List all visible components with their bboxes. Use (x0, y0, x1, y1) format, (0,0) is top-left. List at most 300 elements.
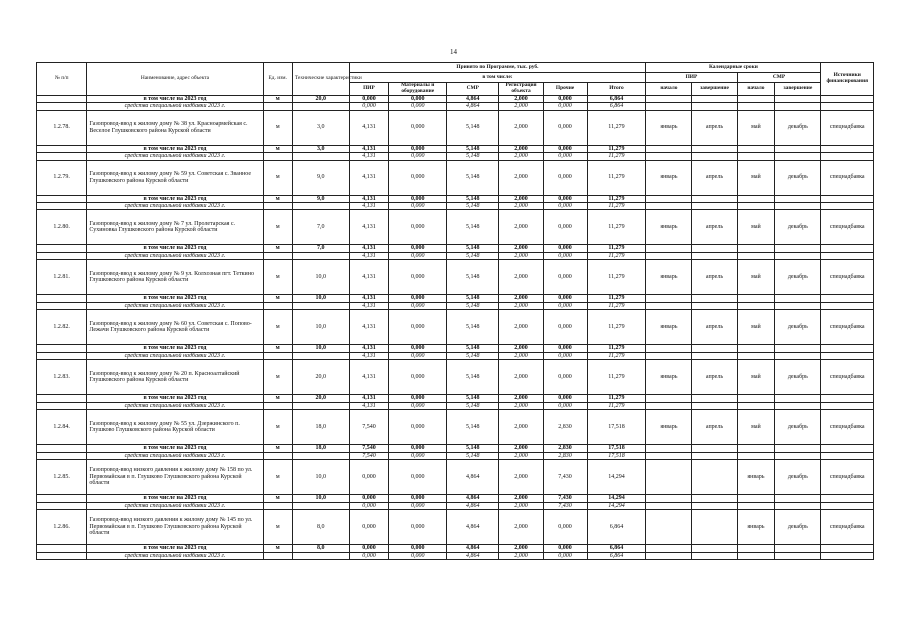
item-start-pir: январь (646, 410, 692, 445)
header-smr: СМР (447, 83, 499, 96)
special-reg: 2,000 (499, 252, 543, 259)
empty-cell (292, 502, 349, 509)
special-total: 11,279 (587, 153, 646, 160)
empty-cell (37, 445, 87, 452)
subtotal-label: в том числе на 2023 год (87, 445, 263, 452)
header-program-total: Принято по Программе, тыс. руб. (349, 63, 646, 73)
header-unit: Ед. изм. (263, 63, 292, 96)
empty-cell (821, 452, 874, 459)
item-mat: 0,000 (389, 260, 447, 295)
subtotal-mat: 0,000 (389, 445, 447, 452)
empty-cell (263, 203, 292, 210)
empty-cell (775, 295, 821, 302)
item-total: 17,518 (587, 410, 646, 445)
empty-cell (37, 203, 87, 210)
item-tech: 7,0 (292, 210, 349, 245)
item-smr: 5,148 (447, 160, 499, 195)
empty-cell (775, 145, 821, 152)
special-mat: 0,000 (389, 203, 447, 210)
header-reg: Регистрация объекта (499, 83, 543, 96)
empty-cell (821, 345, 874, 352)
item-start-smr: май (737, 310, 775, 345)
special-reg: 2,000 (499, 552, 543, 559)
item-reg: 2,000 (499, 360, 543, 395)
empty-cell (821, 302, 874, 309)
empty-cell (821, 295, 874, 302)
empty-cell (292, 302, 349, 309)
special-label: средства специальной надбавки 2023 г. (87, 452, 263, 459)
item-name: Газопровод-ввод к жилому дому № 9 ул. Колхозная пгт. Теткино Глушковского района Курской области (87, 260, 263, 295)
empty-cell (692, 252, 737, 259)
empty-cell (737, 203, 775, 210)
subtotal-other: 0,000 (543, 195, 587, 202)
item-start-pir: январь (646, 360, 692, 395)
subtotal-smr: 4,864 (447, 545, 499, 552)
special-total: 11,279 (587, 402, 646, 409)
item-other: 0,000 (543, 360, 587, 395)
empty-cell (821, 502, 874, 509)
special-mat: 0,000 (389, 402, 447, 409)
empty-cell (646, 495, 692, 502)
subtotal-tech: 3,0 (292, 145, 349, 152)
item-unit: м (263, 210, 292, 245)
empty-cell (292, 402, 349, 409)
item-pir: 4,131 (349, 360, 389, 395)
empty-cell (37, 302, 87, 309)
subtotal-reg: 2,000 (499, 95, 543, 102)
item-mat: 0,000 (389, 360, 447, 395)
header-end-smr: завершение (775, 83, 821, 96)
page-number: 14 (450, 48, 457, 56)
empty-cell (646, 295, 692, 302)
special-pir: 4,131 (349, 153, 389, 160)
item-smr: 4,864 (447, 460, 499, 495)
subtotal-mat: 0,000 (389, 495, 447, 502)
subtotal-tech: 20,0 (292, 395, 349, 402)
special-other: 0,000 (543, 203, 587, 210)
special-reg: 2,000 (499, 153, 543, 160)
item-reg: 2,000 (499, 110, 543, 145)
empty-cell (737, 445, 775, 452)
item-end-pir: апрель (692, 210, 737, 245)
subtotal-smr: 5,148 (447, 295, 499, 302)
item-start-smr: май (737, 260, 775, 295)
item-pir: 7,540 (349, 410, 389, 445)
special-reg: 2,000 (499, 452, 543, 459)
special-pir: 7,540 (349, 452, 389, 459)
table-body (37, 95, 874, 559)
subtotal-other: 0,000 (543, 545, 587, 552)
special-reg: 2,000 (499, 203, 543, 210)
empty-cell (775, 203, 821, 210)
empty-cell (37, 245, 87, 252)
special-other: 0,000 (543, 352, 587, 359)
empty-cell (775, 545, 821, 552)
empty-cell (775, 352, 821, 359)
special-reg: 2,000 (499, 352, 543, 359)
subtotal-mat: 0,000 (389, 145, 447, 152)
subtotal-tech: 10,0 (292, 495, 349, 502)
header-schedule: Календарные сроки (646, 63, 821, 73)
item-name: Газопровод-ввод к жилому дому № 60 ул. Советская с. Попово-Лежачи Глушковского района Курской области (87, 310, 263, 345)
special-other: 2,830 (543, 452, 587, 459)
subtotal-other: 7,430 (543, 495, 587, 502)
empty-cell (646, 445, 692, 452)
item-mat: 0,000 (389, 410, 447, 445)
empty-cell (263, 552, 292, 559)
special-row (37, 502, 874, 509)
empty-cell (292, 352, 349, 359)
item-tech: 20,0 (292, 360, 349, 395)
empty-cell (775, 252, 821, 259)
item-total: 11,279 (587, 210, 646, 245)
item-unit: м (263, 310, 292, 345)
special-mat: 0,000 (389, 302, 447, 309)
empty-cell (646, 552, 692, 559)
empty-cell (692, 545, 737, 552)
item-pir: 4,131 (349, 110, 389, 145)
subtotal-total: 11,279 (587, 195, 646, 202)
item-source: спецнадбавка (821, 110, 874, 145)
special-reg: 2,000 (499, 402, 543, 409)
subtotal-label: в том числе на 2023 год (87, 495, 263, 502)
subtotal-reg: 2,000 (499, 495, 543, 502)
subtotal-tech: 9,0 (292, 195, 349, 202)
empty-cell (37, 402, 87, 409)
header-pir: ПИР (349, 83, 389, 96)
empty-cell (737, 552, 775, 559)
empty-cell (821, 245, 874, 252)
subtotal-total: 6,864 (587, 95, 646, 102)
item-reg: 2,000 (499, 410, 543, 445)
subtotal-row (37, 345, 874, 352)
special-mat: 0,000 (389, 352, 447, 359)
empty-cell (775, 502, 821, 509)
item-smr: 5,148 (447, 210, 499, 245)
empty-cell (775, 153, 821, 160)
item-source: спецнадбавка (821, 460, 874, 495)
special-label: средства специальной надбавки 2023 г. (87, 302, 263, 309)
item-reg: 2,000 (499, 460, 543, 495)
item-reg: 2,000 (499, 510, 543, 545)
special-label: средства специальной надбавки 2023 г. (87, 502, 263, 509)
empty-cell (692, 295, 737, 302)
empty-cell (646, 345, 692, 352)
empty-cell (775, 452, 821, 459)
empty-cell (737, 495, 775, 502)
special-total: 6,864 (587, 103, 646, 110)
special-reg: 2,000 (499, 302, 543, 309)
subtotal-reg: 2,000 (499, 545, 543, 552)
subtotal-unit: м (263, 295, 292, 302)
item-source: спецнадбавка (821, 210, 874, 245)
empty-cell (821, 495, 874, 502)
empty-cell (263, 252, 292, 259)
empty-cell (692, 345, 737, 352)
special-reg: 2,000 (499, 103, 543, 110)
subtotal-pir: 4,131 (349, 395, 389, 402)
special-pir: 4,131 (349, 203, 389, 210)
subtotal-other: 0,000 (543, 245, 587, 252)
special-mat: 0,000 (389, 252, 447, 259)
item-unit: м (263, 110, 292, 145)
subtotal-other: 0,000 (543, 145, 587, 152)
empty-cell (821, 252, 874, 259)
item-unit: м (263, 360, 292, 395)
empty-cell (646, 452, 692, 459)
item-end-smr: декабрь (775, 410, 821, 445)
subtotal-unit: м (263, 345, 292, 352)
special-mat: 0,000 (389, 502, 447, 509)
subtotal-mat: 0,000 (389, 345, 447, 352)
empty-cell (37, 345, 87, 352)
special-row (37, 552, 874, 559)
program-table (36, 62, 874, 560)
subtotal-label: в том числе на 2023 год (87, 95, 263, 102)
empty-cell (692, 153, 737, 160)
item-pir: 0,000 (349, 510, 389, 545)
subtotal-smr: 5,148 (447, 345, 499, 352)
item-end-pir: апрель (692, 310, 737, 345)
special-label: средства специальной надбавки 2023 г. (87, 402, 263, 409)
special-other: 7,430 (543, 502, 587, 509)
special-row (37, 352, 874, 359)
subtotal-other: 2,830 (543, 445, 587, 452)
item-row (37, 110, 874, 145)
item-pir: 0,000 (349, 460, 389, 495)
subtotal-tech: 7,0 (292, 245, 349, 252)
subtotal-reg: 2,000 (499, 145, 543, 152)
item-row (37, 360, 874, 395)
item-row (37, 160, 874, 195)
item-start-pir: январь (646, 210, 692, 245)
empty-cell (692, 302, 737, 309)
item-unit: м (263, 510, 292, 545)
item-end-smr: декабрь (775, 260, 821, 295)
special-total: 11,279 (587, 352, 646, 359)
special-row (37, 203, 874, 210)
item-total: 11,279 (587, 160, 646, 195)
empty-cell (821, 552, 874, 559)
header-tech: Технические характеристики (292, 63, 349, 96)
empty-cell (646, 245, 692, 252)
item-end-pir (692, 460, 737, 495)
empty-cell (263, 402, 292, 409)
subtotal-other: 0,000 (543, 295, 587, 302)
empty-cell (292, 153, 349, 160)
item-smr: 4,864 (447, 510, 499, 545)
subtotal-pir: 4,131 (349, 245, 389, 252)
table-header (37, 63, 874, 96)
item-mat: 0,000 (389, 460, 447, 495)
subtotal-label: в том числе на 2023 год (87, 345, 263, 352)
special-smr: 5,148 (447, 452, 499, 459)
item-source: спецнадбавка (821, 260, 874, 295)
special-pir: 4,131 (349, 352, 389, 359)
item-start-smr: январь (737, 460, 775, 495)
item-start-pir: январь (646, 310, 692, 345)
subtotal-row (37, 545, 874, 552)
special-total: 6,864 (587, 552, 646, 559)
subtotal-smr: 5,148 (447, 395, 499, 402)
special-other: 0,000 (543, 302, 587, 309)
special-mat: 0,000 (389, 153, 447, 160)
empty-cell (37, 502, 87, 509)
empty-cell (737, 545, 775, 552)
subtotal-reg: 2,000 (499, 295, 543, 302)
item-total: 11,279 (587, 310, 646, 345)
item-other: 0,000 (543, 110, 587, 145)
special-pir: 0,000 (349, 502, 389, 509)
item-end-pir: апрель (692, 360, 737, 395)
item-source: спецнадбавка (821, 310, 874, 345)
empty-cell (737, 302, 775, 309)
subtotal-other: 0,000 (543, 95, 587, 102)
empty-cell (737, 502, 775, 509)
item-number: 1.2.79. (37, 160, 87, 195)
empty-cell (737, 345, 775, 352)
special-pir: 0,000 (349, 103, 389, 110)
special-smr: 5,148 (447, 203, 499, 210)
empty-cell (37, 145, 87, 152)
empty-cell (37, 452, 87, 459)
item-name: Газопровод-ввод к жилому дому № 20 п. Красноалтайский Глушковского района Курской области (87, 360, 263, 395)
subtotal-reg: 2,000 (499, 445, 543, 452)
subtotal-unit: м (263, 495, 292, 502)
subtotal-unit: м (263, 245, 292, 252)
header-start-pir: начало (646, 83, 692, 96)
subtotal-reg: 2,000 (499, 395, 543, 402)
subtotal-row (37, 145, 874, 152)
subtotal-row (37, 395, 874, 402)
empty-cell (263, 302, 292, 309)
item-start-pir (646, 510, 692, 545)
empty-cell (692, 552, 737, 559)
subtotal-mat: 0,000 (389, 245, 447, 252)
special-smr: 5,148 (447, 302, 499, 309)
empty-cell (263, 452, 292, 459)
subtotal-unit: м (263, 95, 292, 102)
empty-cell (692, 395, 737, 402)
special-other: 0,000 (543, 402, 587, 409)
special-pir: 4,131 (349, 402, 389, 409)
header-mat: Материалы и оборудование (389, 83, 447, 96)
subtotal-unit: м (263, 545, 292, 552)
subtotal-total: 11,279 (587, 145, 646, 152)
item-row (37, 260, 874, 295)
empty-cell (775, 445, 821, 452)
item-end-smr: декабрь (775, 160, 821, 195)
special-other: 0,000 (543, 103, 587, 110)
subtotal-label: в том числе на 2023 год (87, 195, 263, 202)
item-unit: м (263, 460, 292, 495)
item-number: 1.2.81. (37, 260, 87, 295)
special-total: 17,518 (587, 452, 646, 459)
empty-cell (692, 145, 737, 152)
special-other: 0,000 (543, 252, 587, 259)
special-smr: 5,148 (447, 352, 499, 359)
item-end-smr: декабрь (775, 460, 821, 495)
item-total: 14,294 (587, 460, 646, 495)
empty-cell (292, 452, 349, 459)
empty-cell (821, 545, 874, 552)
subtotal-pir: 0,000 (349, 545, 389, 552)
subtotal-smr: 5,148 (447, 445, 499, 452)
item-source: спецнадбавка (821, 360, 874, 395)
special-smr: 4,864 (447, 502, 499, 509)
item-name: Газопровод-ввод низкого давления к жилому дому № 158 по ул. Первомайская в п. Глушково Глушковского района Курской области (87, 460, 263, 495)
empty-cell (737, 245, 775, 252)
item-start-smr: май (737, 210, 775, 245)
item-end-smr: декабрь (775, 210, 821, 245)
item-name: Газопровод-ввод к жилому дому № 7 ул. Пролетарская с. Сухиновка Глушковского района Курской области (87, 210, 263, 245)
subtotal-pir: 7,540 (349, 445, 389, 452)
empty-cell (37, 352, 87, 359)
empty-cell (37, 552, 87, 559)
special-label: средства специальной надбавки 2023 г. (87, 252, 263, 259)
subtotal-reg: 2,000 (499, 345, 543, 352)
special-total: 11,279 (587, 302, 646, 309)
item-end-smr: декабрь (775, 110, 821, 145)
empty-cell (775, 402, 821, 409)
header-sch-pir: ПИР (646, 73, 737, 83)
item-start-pir: январь (646, 160, 692, 195)
subtotal-row (37, 195, 874, 202)
special-smr: 5,148 (447, 153, 499, 160)
subtotal-total: 6,864 (587, 545, 646, 552)
item-name: Газопровод-ввод к жилому дому № 59 ул. Советская с. Званное Глушковского района Курской области (87, 160, 263, 195)
subtotal-smr: 5,148 (447, 195, 499, 202)
empty-cell (737, 295, 775, 302)
item-smr: 5,148 (447, 260, 499, 295)
subtotal-label: в том числе на 2023 год (87, 395, 263, 402)
item-pir: 4,131 (349, 310, 389, 345)
subtotal-smr: 4,864 (447, 95, 499, 102)
empty-cell (646, 145, 692, 152)
empty-cell (737, 145, 775, 152)
item-other: 2,830 (543, 410, 587, 445)
special-other: 0,000 (543, 552, 587, 559)
empty-cell (646, 203, 692, 210)
empty-cell (646, 402, 692, 409)
special-total: 14,294 (587, 502, 646, 509)
special-row (37, 153, 874, 160)
subtotal-pir: 0,000 (349, 95, 389, 102)
subtotal-tech: 18,0 (292, 445, 349, 452)
empty-cell (263, 502, 292, 509)
item-start-smr: май (737, 160, 775, 195)
item-pir: 4,131 (349, 160, 389, 195)
special-total: 11,279 (587, 252, 646, 259)
subtotal-unit: м (263, 195, 292, 202)
item-source: спецнадбавка (821, 160, 874, 195)
item-end-pir: апрель (692, 410, 737, 445)
item-start-smr: май (737, 110, 775, 145)
subtotal-total: 14,294 (587, 495, 646, 502)
item-unit: м (263, 160, 292, 195)
header-other: Прочие (543, 83, 587, 96)
item-mat: 0,000 (389, 510, 447, 545)
special-row (37, 252, 874, 259)
special-row (37, 402, 874, 409)
empty-cell (37, 395, 87, 402)
empty-cell (646, 153, 692, 160)
item-row (37, 310, 874, 345)
subtotal-mat: 0,000 (389, 395, 447, 402)
empty-cell (37, 195, 87, 202)
item-total: 6,864 (587, 510, 646, 545)
item-row (37, 410, 874, 445)
